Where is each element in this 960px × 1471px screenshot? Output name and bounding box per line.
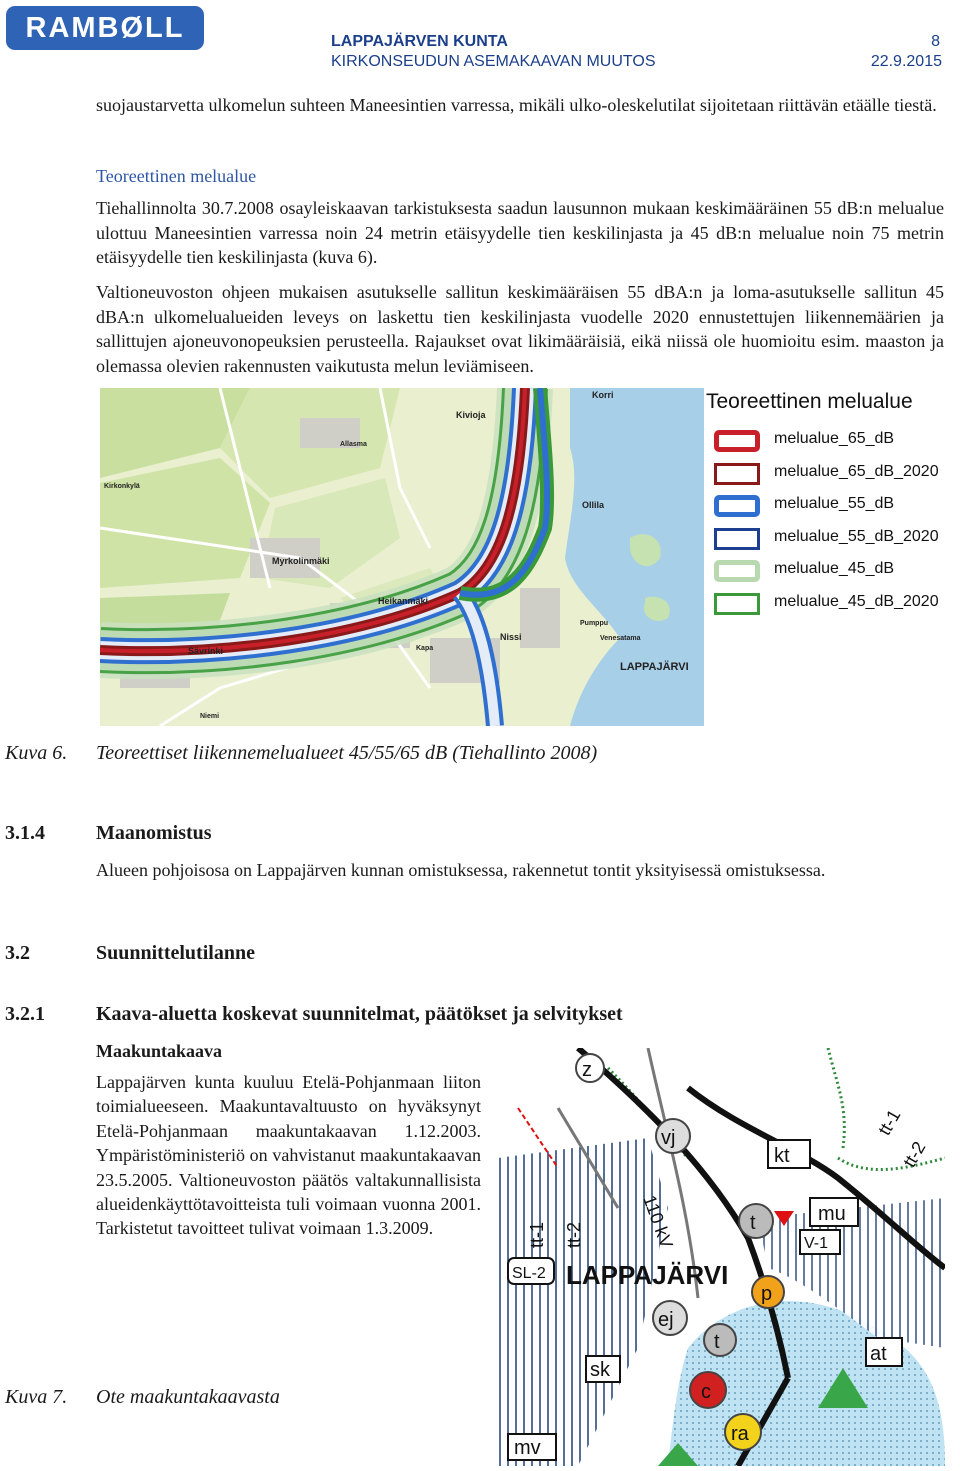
- map2-label-ra: ra: [731, 1423, 749, 1445]
- figure-7-number: Kuva 7.: [5, 1386, 68, 1408]
- legend-swatch: [714, 593, 760, 615]
- map2-label-p: p: [761, 1283, 773, 1305]
- legend-swatch: [714, 528, 760, 550]
- map1-label-kapa: Kapa: [416, 645, 434, 652]
- t-symbol-2: [704, 1324, 736, 1356]
- map1-label-niemi: Niemi: [200, 713, 220, 720]
- map2-label-c: c: [701, 1381, 711, 1403]
- section-title: Maanomistus: [96, 822, 212, 844]
- t-symbol: [739, 1204, 773, 1238]
- legend-title: Teoreettinen melualue: [706, 390, 913, 413]
- map1-label-heikanmaki: Heikanmäki: [378, 596, 429, 606]
- regional-plan-map: [498, 1048, 945, 1466]
- map1-label-savrinki: Sävrinki: [188, 646, 224, 656]
- maakuntakaava-heading: Maakuntakaava: [96, 1041, 223, 1061]
- document-date: 22.9.2015: [870, 53, 942, 70]
- map2-label-t1: t: [750, 1212, 756, 1234]
- map1-label-venesatama: Venesatama: [600, 635, 641, 642]
- map2-label-town: LAPPAJÄRVI: [566, 1260, 729, 1290]
- section-title: Suunnittelutilanne: [96, 942, 255, 964]
- map2-label-kt: kt: [774, 1145, 790, 1167]
- map2-label-v1: V-1: [804, 1235, 829, 1252]
- ownership-paragraph: Alueen pohjoisosa on Lappajärven kunnan omistuksessa, rakennetut tontit yksityisessä omistuksessa.: [96, 860, 826, 880]
- map1-label-lappajarvi: LAPPAJÄRVI: [620, 661, 689, 673]
- section-number: 3.2: [5, 942, 30, 964]
- map2-label-tt2-top: tt-2: [899, 1138, 930, 1171]
- maakuntakaava-paragraph: Lappajärven kunta kuuluu Etelä-Pohjanmaan liiton toimialueeseen. Maakuntavaltuusto on hyväksynyt Etelä-Pohjanmaan maakuntakaavan 1.12.2003. Ympäristöministeriö on vahvistanut maakuntakaavan 23.5.2005. Valtioneuvoston päätös valtakunnallisista alueidenkäyttötavoitteista tuli voimaan vuonna 2001. Tarkistetut tavoitteet tulivat voimaan 1.3.2009.: [96, 1072, 481, 1239]
- legend-label: melualue_55_dB_2020: [774, 528, 939, 545]
- plan-name: KIRKONSEUDUN ASEMAKAAVAN MUUTOS: [331, 53, 656, 70]
- map2-label-t2: t: [714, 1331, 720, 1353]
- map2-label-at: at: [870, 1343, 887, 1365]
- section-number: 3.2.1: [5, 1003, 45, 1025]
- map1-label-ollila: Ollila: [582, 500, 605, 510]
- legend-label: melualue_45_dB_2020: [774, 593, 939, 610]
- section-title: Kaava-aluetta koskevat suunnitelmat, päätökset ja selvitykset: [96, 1003, 623, 1025]
- intro-paragraph: suojaustarvetta ulkomelun suhteen Maneesintien varressa, mikäli ulko-oleskelutilat sijoitetaan riittävän etäälle tiestä.: [96, 95, 937, 115]
- map2-label-sk: sk: [590, 1359, 610, 1381]
- legend-swatch: [714, 495, 760, 517]
- legend-label: melualue_45_dB: [774, 560, 895, 577]
- map1-label-nissi: Nissi: [500, 632, 522, 642]
- map2-label-sl2: SL-2: [512, 1265, 546, 1282]
- map2-label-tt1-top: tt-1: [874, 1106, 905, 1139]
- noise-zone-map: [100, 388, 704, 726]
- map1-label-korri: Korri: [592, 390, 614, 400]
- map2-label-mv: mv: [514, 1437, 541, 1459]
- legend-item-65db-2020: [714, 459, 960, 489]
- map2-label-mu: mu: [818, 1203, 846, 1225]
- noise-map-legend: [706, 390, 960, 618]
- figure-6-caption: Teoreettiset liikennemelualueet 45/55/65 dB (Tiehallinto 2008): [96, 742, 598, 764]
- organization-name: LAPPAJÄRVEN KUNTA: [331, 33, 508, 50]
- page-number: 8: [931, 33, 940, 50]
- legend-item-55db: [714, 491, 960, 521]
- map2-label-tt1-side: tt-1: [527, 1221, 547, 1248]
- legend-item-55db-2020: [714, 524, 960, 554]
- map1-label-pumppu: Pumppu: [580, 620, 608, 627]
- legend-item-45db: [714, 556, 960, 586]
- map2-label-tt2-side: tt-2: [564, 1221, 584, 1248]
- legend-swatch: [714, 430, 760, 452]
- map1-label-myrkolinmaki: Myrkolinmäki: [272, 556, 330, 566]
- ramboll-logo: RAMBØLL: [6, 6, 204, 50]
- map2-label-110kv: 110 kV: [639, 1192, 677, 1251]
- noise-paragraph-2: Valtioneuvoston ohjeen mukaisen asutukselle sallitun keskimääräisen 55 dBA:n ja loma-asutukselle sallitun 45 dBA:n ulkomelualueiden leveys on laskettu tien keskilinjasta vuodelle 2020 ennustettujen liikennemäärien ja sallittujen ajoneuvonopeuksien perusteella. Rajaukset ovat likimääräisiä, eikä niissä ole huomioitu esim. maaston ja olemassa olevien rakennusten vaikutusta melun leviämiseen.: [96, 282, 944, 376]
- legend-label: melualue_55_dB: [774, 495, 895, 512]
- figure-6-number: Kuva 6.: [5, 742, 68, 764]
- section-number: 3.1.4: [5, 822, 45, 844]
- legend-swatch: [714, 463, 760, 485]
- map1-label-allasma: Allasma: [340, 441, 367, 448]
- map2-label-vj: vj: [661, 1127, 676, 1149]
- legend-label: melualue_65_dB: [774, 430, 895, 447]
- figure-7-caption: Ote maakuntakaavasta: [96, 1386, 280, 1408]
- noise-paragraph-1: Tiehallinnolta 30.7.2008 osayleiskaavan tarkistuksesta saadun lausunnon mukaan keskimääräinen 55 dB:n melualue ulottuu Maneesintien varressa noin 24 metrin etäisyydelle tien keskilinjasta ja 45 dB:n melualue noin 75 metrin etäisyydelle tien keskilinjasta (kuva 6).: [96, 198, 944, 267]
- legend-item-65db: [714, 426, 960, 456]
- legend-label: melualue_65_dB_2020: [774, 463, 939, 480]
- noise-area-heading: Teoreettinen melualue: [96, 166, 257, 186]
- map1-label-kivioja: Kivioja: [456, 410, 486, 420]
- map1-label-kirkonkyla: Kirkonkylä: [104, 483, 140, 490]
- map2-label-ej: ej: [658, 1309, 674, 1331]
- legend-item-45db-2020: [714, 589, 960, 619]
- map2-label-z: z: [582, 1059, 592, 1081]
- legend-swatch: [714, 560, 760, 582]
